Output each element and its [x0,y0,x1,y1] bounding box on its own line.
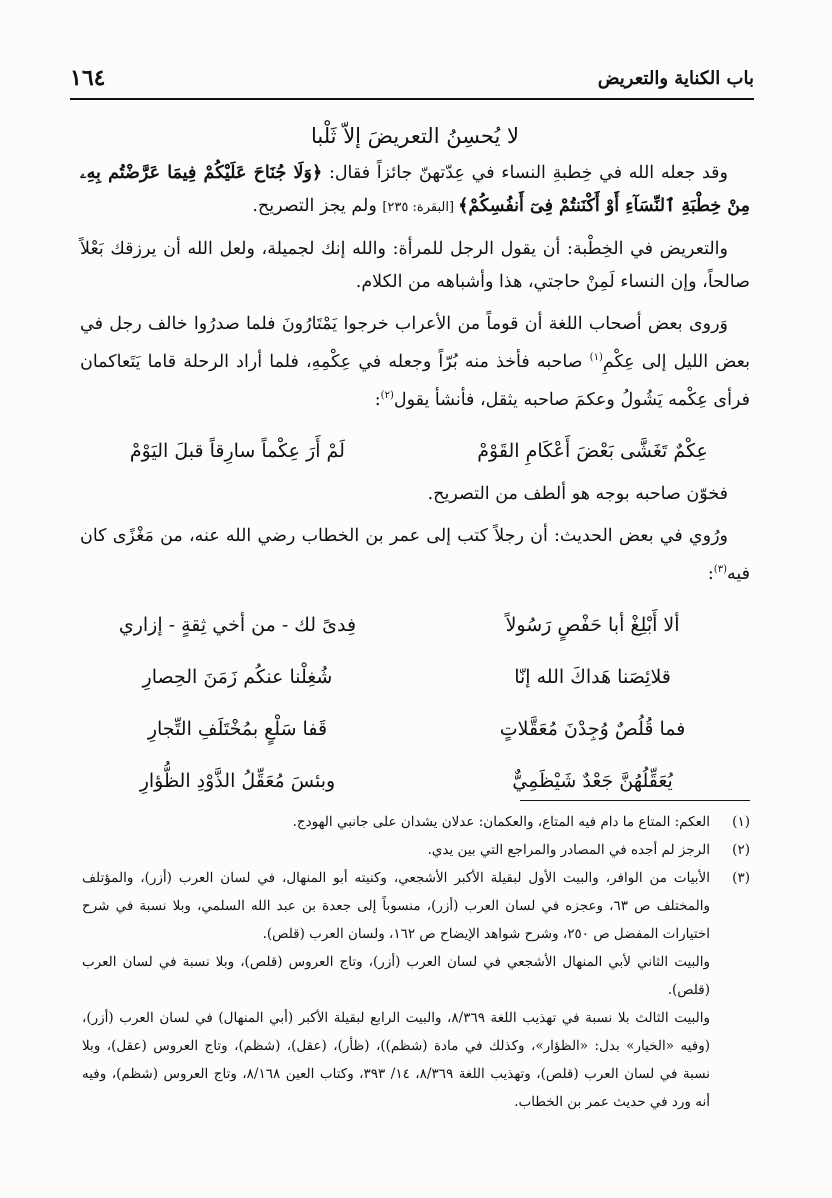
footnote-continuation: والبيت الثاني لأبي المنهال الأشجعي في لسان العرب (أزر)، وتاج العروس (قلص)، وبلا نسبة في لسان العرب (قلص). [82,954,710,998]
verse-second-hemistich: لَمْ أَرَ عِكْماً سارِقاً قبلَ اليَوْمْ [129,440,345,463]
verse-first-hemistich: عِكْمٌ تَغَشَّى بَعْضَ أَعْكَامِ القَوْمْ [477,440,708,463]
main-text [80,112,750,811]
paragraph-2: والتعريض في الخِطْبة: أن يقول الرجل للمرأة: والله إنك لجميلة، ولعل الله أن يرزقك بَعْلاً صالحاً، وإن النساء لَمِنْ حاجتي، هذا وأشباهه من الكلام. [80,239,750,292]
poem-first-hemistich: فما قُلُصٌ وُجِدْنَ مُعَقَّلاتٍ [499,717,686,740]
footnote [82,836,750,864]
quran-quote: ﴿وَلَا جُنَاحَ عَلَيْكُمْ فِيمَا عَرَّضْتُم بِهِۦ مِنْ خِطْبَةِ ٱلنِّسَآءِ أَوْ أَكْنَنتُمْ فِىٓ أَنفُسِكُمْ﴾ [80,163,750,216]
poem-second-hemistich: وبئسَ مُعَقِّلُ الذَّوْدِ الظُّؤارِ [139,769,336,792]
p5-part-b: : [707,563,714,584]
p1-intro: وقد جعله الله في خِطبةِ النساء في عِدّتهنّ جائزاً فقال: [322,163,728,183]
poem-first-hemistich: ألا أَبْلِغْ أبا حَفْصٍ رَسُولاً [505,613,680,636]
p3-part-a: وَروى بعض أصحاب اللغة أن قوماً من الأعراب خرجوا يَمْتَارُونَ فلما صدرُوا خالف رجل في بعض الليل إلى عِكْمِ [80,314,750,372]
footnote-text: الأبيات من الوافر، والبيت الأول لبقيلة الأكبر الأشجعي، وكنيته أبو المنهال، في لسان العرب (أزر)، والمؤتلف والمختلف ص ٦٣، وعجزه في لسان العرب (أزر)، منسوباً إلى جعدة بن عبد الله السلمي، وبلا نسبة في شرح اختيارات المفضل ص ٢٥٠، وشرح شواهد الإيضاح ص ١٦٢، ولسان العرب (قلص). [82,870,710,942]
footnote-text: الرجز لم أجده في المصادر والمراجع التي بين يدي. [427,842,710,858]
poem-second-hemistich: قَفا سَلْعٍ بمُخْتَلَفِ التِّجارِ [147,717,328,740]
footnote-ref-3[interactable]: (٣) [713,563,727,575]
poem-first-hemistich: قلائِصَنا هَداكَ الله إنّا [514,665,671,688]
paragraph-4: فخوّن صاحبه بوجه هو ألطف من التصريح. [427,483,728,504]
chapter-title: باب الكناية والتعريض [597,67,754,89]
footnote-ref-1[interactable]: (١) [589,352,603,363]
footnote-number: (٢) [732,842,750,858]
p3-part-c: : [374,389,381,410]
poem-second-hemistich: شُغِلْنا عنكُم زَمَنَ الحِصارِ [142,665,333,688]
paragraph-5 [80,520,750,591]
footnote-number: (١) [732,814,750,830]
p3-part-b: صاحبه فأخذ منه بُرّاً وجعله في عِكْمِهِ، فلما أراد الرحلة قاما يَتَعاكمان فرأى عِكْمه يَشُولُ وعكمَ صاحبه يثقل، فأنشأ يقول [80,351,750,410]
footnotes [82,808,750,1116]
p5-part-a: ورُوي في بعض الحديث: أن رجلاً كتب إلى عمر بن الخطاب رضي الله عنه، من مَغْزًى كان فيه [80,525,750,584]
running-header [70,58,754,100]
footnote-ref-2[interactable]: (٢) [380,389,394,401]
p1-end: ولم يجز التصريح. [252,196,383,216]
poem-line [80,599,750,651]
footnote-text: العكم: المتاع ما دام فيه المتاع، والعكمان: عدلان يشدان على جانبي الهودج. [292,814,710,830]
poem-line [80,651,750,703]
footnote-continuation: والبيت الثالث بلا نسبة في تهذيب اللغة ٨/٣٦٩، والبيت الرابع لبقيلة الأكبر (أبي المنهال) في لسان العرب (أزر)، (وفيه «الخيار» بدل: «الظؤار»، وكذلك في مادة (شظم))، (ظأر)، (عقل)، (شظم)، وتاج العروس (عقل)، وبلا نسبة في لسان العرب (قلص)، وتهذيب اللغة ٨/٣٦٩، ١٤/ ٣٩٣، وكتاب العين ٨/١٦٨، وتاج العروس (شظم)، وفيه أنه ورد في حديث عمر بن الخطاب. [82,1010,711,1110]
page-number: ١٦٤ [70,65,106,91]
poem-second-hemistich: فِدىً لك - من أخي ثِقةٍ - إزاري [118,613,357,636]
quran-citation: [البقرة: ٢٣٥] [382,200,459,215]
paragraph-1 [80,157,750,224]
footnote [82,864,750,948]
verse-rajaz [80,426,750,478]
poem-first-hemistich: يُعَقِّلُهُنَّ جَعْدٌ شَيْظَمِيٌّ [512,769,673,792]
paragraph-3 [80,308,750,417]
poem [80,599,750,807]
section-heading: لا يُحسِنُ التعريضَ إلاّ ثَلْبا [310,124,519,148]
footnote-separator [520,800,750,801]
poem-line [80,703,750,755]
footnote-number: (٣) [732,870,750,886]
footnote [82,808,750,836]
